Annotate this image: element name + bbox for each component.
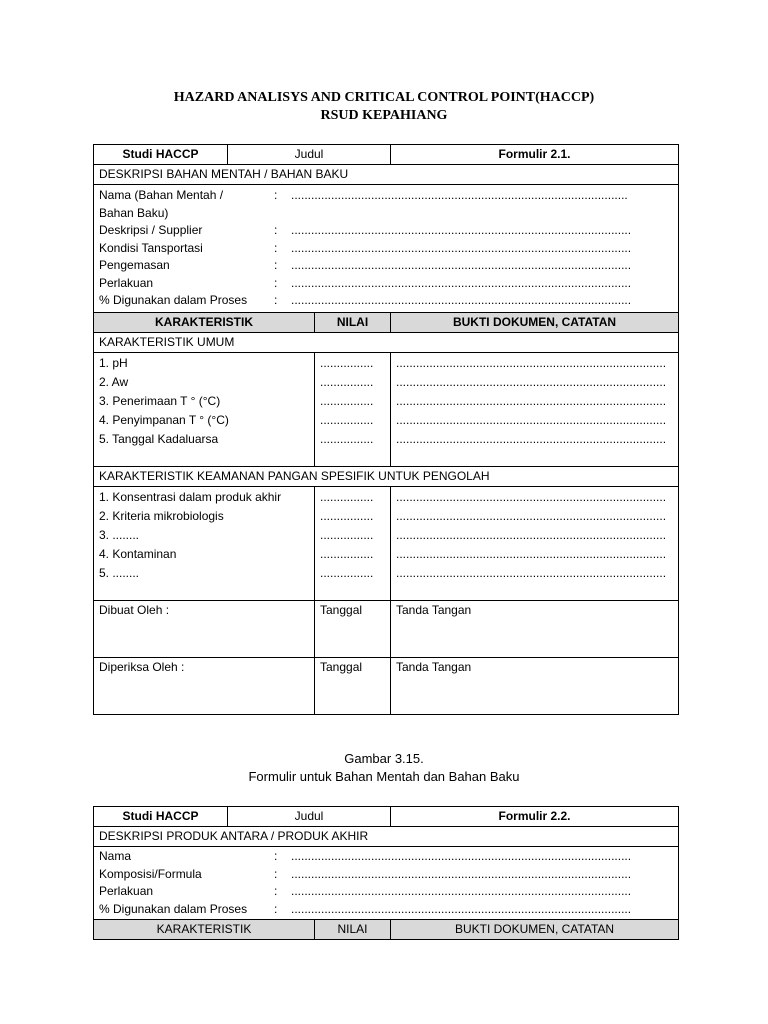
dibuat-oleh: Dibuat Oleh :: [94, 601, 315, 658]
field-colon: :: [274, 240, 278, 255]
field-dots: ......................................................................................................: [291, 849, 632, 863]
field-label: % Digunakan dalam Proses: [99, 901, 248, 916]
list-item-nilai: ................: [320, 432, 374, 446]
field-row: [99, 187, 673, 205]
diperiksa-tanda-tangan: Tanda Tangan: [391, 658, 679, 715]
field-label: Deskripsi / Supplier: [99, 223, 203, 237]
field-label: Kondisi Tansportasi: [99, 240, 203, 255]
field-dots: ......................................................................................................: [291, 293, 632, 307]
list-item-bukti: .................................................................................: [396, 432, 667, 446]
field-label: Pengemasan: [99, 258, 170, 272]
list-item-label: 4. Penyimpanan T ° (°C): [99, 413, 229, 427]
field-row: [99, 292, 673, 310]
caption-line-2: Formulir untuk Bahan Mentah dan Bahan Baku: [248, 769, 520, 784]
list-item-bukti: .................................................................................: [396, 528, 667, 542]
field-dots: ......................................................................................................: [291, 258, 632, 272]
col-bukti: BUKTI DOKUMEN, CATATAN: [391, 313, 679, 333]
field-label: Komposisi/Formula: [99, 866, 202, 881]
field-row: [99, 257, 673, 275]
umum-bukti: [391, 353, 679, 467]
list-item-label: 5. Tanggal Kadaluarsa: [99, 432, 219, 446]
list-item-label: 1. Konsentrasi dalam produk akhir: [99, 490, 282, 504]
list-item-nilai: ................: [320, 375, 374, 389]
list-item-nilai: ................: [320, 566, 374, 580]
field-dots: ......................................................................................................: [291, 240, 632, 255]
list-item-bukti: .................................................................................: [396, 490, 667, 504]
header2-studi: Studi HACCP: [94, 807, 228, 827]
list-item-bukti: .................................................................................: [396, 509, 667, 523]
col2-bukti: BUKTI DOKUMEN, CATATAN: [391, 920, 679, 940]
list-item-bukti: .................................................................................: [396, 547, 667, 561]
list-item-label: 1. pH: [99, 356, 128, 370]
field-dots: [291, 205, 673, 223]
list-item-label: 2. Aw: [99, 375, 129, 389]
list-item-bukti: .................................................................................: [396, 413, 667, 427]
section-deskripsi: DESKRIPSI BAHAN MENTAH / BAHAN BAKU: [94, 165, 679, 185]
col2-nilai: NILAI: [315, 920, 391, 940]
list-item-bukti: .................................................................................: [396, 356, 667, 370]
section-karakteristik-spesifik: KARAKTERISTIK KEAMANAN PANGAN SPESIFIK UNTUK PENGOLAH: [94, 467, 679, 487]
field-colon: [274, 205, 291, 223]
col-karakteristik: KARAKTERISTIK: [94, 313, 315, 333]
field-label: Bahan Baku): [99, 205, 169, 220]
field-row: [99, 240, 673, 258]
field-colon: :: [274, 258, 278, 272]
caption-line-1: Gambar 3.15.: [344, 751, 424, 766]
spesifik-bukti: [391, 487, 679, 601]
list-item-nilai: ................: [320, 394, 374, 408]
list-item-nilai: ................: [320, 490, 374, 504]
field-label: Nama (Bahan Mentah /: [99, 188, 224, 202]
list-item-bukti: .................................................................................: [396, 394, 667, 408]
list-item-nilai: ................: [320, 528, 374, 542]
form-2-2: [93, 806, 679, 940]
col2-karakteristik: KARAKTERISTIK: [94, 920, 315, 940]
list-item-bukti: .................................................................................: [396, 566, 667, 580]
header-studi: Studi HACCP: [94, 145, 228, 165]
list-item-label: 3. Penerimaan T ° (°C): [99, 394, 221, 408]
description-fields: [94, 185, 679, 313]
field-colon: :: [274, 901, 278, 916]
field-dots: .....................................................................................................: [291, 188, 628, 202]
header-formulir: Formulir 2.1.: [391, 145, 679, 165]
field-label: % Digunakan dalam Proses: [99, 293, 248, 307]
section-karakteristik-umum: KARAKTERISTIK UMUM: [94, 333, 679, 353]
field-label: Perlakuan: [99, 275, 154, 290]
dibuat-tanggal: Tanggal: [315, 601, 391, 658]
diperiksa-tanggal: Tanggal: [315, 658, 391, 715]
field-row: [99, 883, 673, 901]
field-colon: :: [274, 293, 278, 307]
col-nilai: NILAI: [315, 313, 391, 333]
list-item-label: 2. Kriteria mikrobiologis: [99, 509, 224, 523]
umum-labels: [94, 353, 315, 467]
header2-judul: Judul: [228, 807, 391, 827]
field-dots: ......................................................................................................: [291, 223, 632, 237]
field-row: [99, 222, 673, 240]
field-dots: ......................................................................................................: [291, 866, 632, 881]
list-item-label: 5. ........: [99, 566, 140, 580]
dibuat-tanda-tangan: Tanda Tangan: [391, 601, 679, 658]
field-row: [99, 901, 673, 919]
field-row: [99, 848, 673, 866]
list-item-nilai: ................: [320, 509, 374, 523]
list-item-bukti: .................................................................................: [396, 375, 667, 389]
field-dots: ......................................................................................................: [291, 275, 632, 290]
spesifik-nilai: [315, 487, 391, 601]
list-item-label: 3. ........: [99, 528, 140, 542]
title-line-1: HAZARD ANALISYS AND CRITICAL CONTROL POINT(HACCP): [173, 90, 595, 105]
field-colon: :: [274, 849, 278, 863]
field-label: Perlakuan: [99, 884, 154, 898]
list-item-nilai: ................: [320, 413, 374, 427]
title-line-2: RSUD KEPAHIANG: [320, 108, 448, 123]
form-2-1: [93, 144, 679, 715]
list-item-label: 4. Kontaminan: [99, 547, 177, 561]
field-row: [99, 205, 673, 223]
field-colon: :: [274, 223, 278, 237]
spesifik-labels: [94, 487, 315, 601]
diperiksa-oleh: Diperiksa Oleh :: [94, 658, 315, 715]
field-colon: :: [274, 188, 278, 202]
field-row: [99, 275, 673, 293]
field-colon: :: [274, 884, 278, 898]
list-item-nilai: ................: [320, 547, 374, 561]
field-colon: :: [274, 866, 278, 881]
field-label: Nama: [99, 849, 132, 863]
field-dots: ......................................................................................................: [291, 901, 632, 916]
field-dots: ......................................................................................................: [291, 884, 632, 898]
field-row: [99, 866, 673, 884]
list-item-nilai: ................: [320, 356, 374, 370]
header-judul: Judul: [228, 145, 391, 165]
header2-formulir: Formulir 2.2.: [391, 807, 679, 827]
field-colon: :: [274, 275, 278, 290]
section2-deskripsi: DESKRIPSI PRODUK ANTARA / PRODUK AKHIR: [94, 827, 679, 847]
description2-fields: [94, 847, 679, 920]
umum-nilai: [315, 353, 391, 467]
